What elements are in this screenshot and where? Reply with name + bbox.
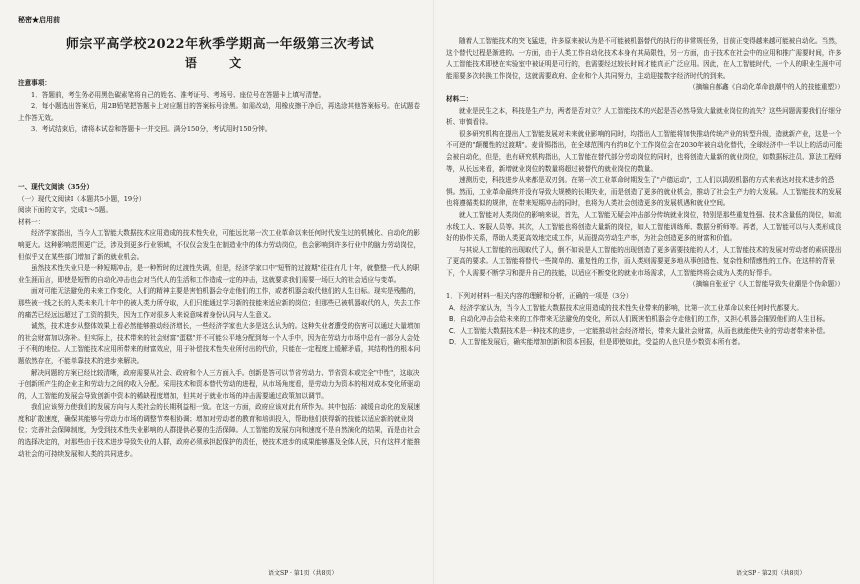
note-item: 3．考试结束后，请将本试卷和答题卡一并交回。满分150分，考试用时150分钟。	[31, 125, 272, 134]
page-fold	[433, 0, 434, 584]
notes-heading: 注意事项：	[18, 79, 51, 87]
notes-block	[18, 78, 422, 136]
right-content	[446, 36, 844, 349]
left-page	[18, 0, 422, 584]
paragraph: 很多研究机构在提出人工智能发展对未来就业影响的同时，均指出人工智能将加快推动传统产业的转型升级，造就新产业，这是一个不可逆的"颠覆性的过渡期"。麦肯锡指出，在全球范围内有约8亿个工作岗位会在2030年被自动化替代，全球经济中一半以上的活动可能会被自动化，但是，也有研究机构指出，人工智能在替代部分劳动岗位的同时，也将创造大量新的就业岗位，如数据标注员、算法工程师等，从长远来看，新增就业岗位的数量将超过被替代的就业岗位的数量。	[446, 129, 843, 173]
source-citation: （摘编自郝鑫《自动化革命浪潮中的人的技能重塑》）	[689, 83, 844, 92]
subsection-heading: （一）现代文阅读Ⅰ（本题共5小题，19分）	[18, 194, 146, 203]
question-1: 1．下列对材料一相关内容的理解和分析，正确的一项是（3分）	[446, 292, 633, 301]
exam-title: 师宗平高学校2022年秋季学期高一年级第三次考试	[65, 37, 375, 52]
option-c: C．人工智能大数据技术是一种技术的进步，一定能推动社会经济增长，带来大量社会财富，从而也就能使失业的劳动者带来补偿。	[449, 326, 830, 335]
paragraph: 随着人工智能技术的突飞猛进，许多原来被认为是不可能被机器替代的执行的非常规任务，目前正变得越来越可能被自动化。当然，这个替代过程是渐进的。一方面，由于人类工作自动化技术本身有其局限性，另一方面，由于技术在社会中的应用和推广需要时间，许多人工智能技术即使在实验室中被证明是可行的，也需要经过较长时间才能真正广泛应用。因此，在人工智能时代，一个人的职业生涯中可能需要多次转换工作岗位，这就需要政府、企业和个人共同努力，主动迎接数字经济时代的到来。	[446, 37, 842, 80]
source-citation: （摘编自张亚宁《人工智能导致失业潮是个伪命题》）	[689, 280, 844, 289]
option-b: B．自动化冲击会给未来的工作带来无法避免的变化，所以人们既害怕机器会夺走他们的工作，又担心机器会摧毁他们的人生目标。	[449, 315, 830, 324]
paragraph: 面对可能无法避免的未来工作变化，人们的精神主要是害怕机器会夺走他们的工作，或者机器会取代他们的人生目标。现实是残酷的，那些被一线之长的人类未来几十年中的被人类力所夺取，人们只能通过学习新的技能来适应新的岗位；但那些已被机器取代的人，失去工作的痛苦已经远远超过了工资的损失，因为工作对很多人来说意味着身份认同与人生意义。	[18, 287, 421, 319]
material-label: 材料一：	[18, 217, 45, 226]
paragraph: 与其说人工智能的出现取代了人，倒不如说是人工智能的出现创造了更多需要技能的人才，人工智能技术的发展对劳动者的素质提出了更高的要求。人工智能将替代一些简单的、重复性的工作，而人类则需要更多地从事创造性、复杂性和情感性的工作。在这样的背景下，个人需要不断学习和提升自己的技能，以适应不断变化的就业市场需求，人工智能终将会成为人类的好帮手。	[446, 245, 842, 277]
paragraph: 诚然，技术进步从整体效果上看必然能够推动经济增长，一些经济学家也大多是这么认为的。这种失业者遭受的伤害可以通过大量增加的社会财富加以弥补。但实际上，技术带来的社会财富"蛋糕"并不可能公平地分配到每一个人手中，因为在劳动力市场中总有一部分人会处于不利的地位。人工智能技术应用所带来的财富效应，用于补偿技术性失业所付出的代价，只能在一定程度上缓解矛盾，其结构性的根本问题依然存在，不能单靠技术的进步来解决。	[18, 322, 421, 365]
subject-title: 语 文	[184, 56, 256, 70]
material-label: 材料二：	[446, 94, 473, 103]
reading-instruction: 阅读下面的文字，完成1～5题。	[18, 206, 113, 215]
secret-mark: 秘密★启用前	[18, 15, 60, 24]
option-a: A．经济学家认为，当今人工智能大数据技术应用造成的技术性失业带来的影响，比第一次工业革命以来任何时代都要大。	[449, 303, 803, 312]
paragraph: 就业是民生之本，科技是生产力，两者是否对立？人工智能技术的兴起是否必然导致大量就业岗位的流失？这些问题需要我们仔细分析、审慎看待。	[446, 106, 842, 127]
note-item: 2．每小题选出答案后，用2B铅笔把答题卡上对应题目的答案标号涂黑。如需改动，用橡皮擦干净后，再选涂其他答案标号。在试题卷上作答无效。	[18, 102, 421, 122]
paragraph: 速测历史，科技进步从来都是双刃剑。在第一次工业革命时期发生了"卢德运动"，工人们以捣毁机器的方式来表达对技术进步的恐惧。然而，工业革命最终并没有导致大规模的长期失业，而是创造了更多的就业机会，推动了社会生产力的大发展。人工智能技术的发展也将遵循类似的规律，在带来短期冲击的同时，也将为人类社会创造更多的发展机遇和就业空间。	[446, 176, 842, 208]
paragraph: 解决问题的方案已经比较清晰，政府需要从社会、政府和个人三方面入手。创新是答可以节省劳动力、节省资本或完全"中性"，这取决于创新所产生的企业主和劳动力之间的收入分配。采用技术和资本替代劳动的进程，从市场角度看，是劳动力为资本的相对成本变化所驱动的，人工智能的发展会导致创新中资本的稀缺程度增加，但其对于就业市场的冲击需要通过政策加以调节。	[18, 368, 421, 400]
page-footer-right: 语文SP · 第2页（共8页）	[736, 570, 806, 578]
section-heading: 一、现代文阅读（35分）	[18, 183, 94, 191]
paragraph: 经济学家指出，当今人工智能大数据技术应用造成的技术性失业，可能远比第一次工业革命以来任何时代发生过的机械化、自动化的影响更大。这种影响范围更广泛，涉及到更多行业领域，不仅仅会发生在制造业中的体力劳动岗位，也会影响到许多行业中的脑力劳动岗位，但似乎又在某些部门增加了新的就业机会。	[18, 229, 421, 261]
option-d: D．人工智能发展后，确实能增加创新和资本回报，但是即使如此，受益的人也只是少数资本所有者。	[449, 338, 745, 347]
paragraph: 我们应该努力使我们的发展方向与人类社会的长期利益相一致。在这一方面，政府应该对此有所作为。其中包括：减缓自动化的发展速度和扩散速度，确保其能够与劳动力市场的调整节奏相协调；增加对劳动者的教育和培训投入，帮助他们获得新的技能以适应新的就业岗位；完善社会保障制度，为受到技术性失业影响的人群提供必要的生活保障。人工智能的发展方向和速度不是自然演化的结果，而是由社会的选择决定的，对那些由于技术进步导致失业的人群，政府必须承担起保护的责任，使技术进步的成果能够惠及全体人民，只有这样才能推动社会的可持续发展和人类的共同进步。	[18, 403, 421, 458]
paragraph: 就人工智能对人类岗位的影响来说，首先，人工智能无疑会冲击部分传统就业岗位，特别是那些重复性强、技术含量低的岗位，如流水线工人、客服人员等。其次，人工智能也将创造大量新的岗位，如人工智能训练师、数据分析师等。再者，人工智能可以与人类形成良好的协作关系，帮助人类更高效地完成工作，从而提高劳动生产率，为社会创造更多的财富和价值。	[446, 210, 842, 243]
paragraph: 虽然技术性失业只是一种短期冲击，是一种暂时的过渡性失调，但是，经济学家口中"短暂的过渡期"往往有几十年，就整整一代人的职业生涯而言，即使是短暂的自动化冲击也会对当代人的生活和工作造成一定的冲击，这就要求我们需要一场巨大的社会适应与变革。	[18, 264, 420, 284]
page-footer-left: 语文SP · 第1页（共8页）	[268, 570, 338, 578]
note-item: 1．答题前，考生务必用黑色碳素笔将自己的姓名、准考证号、考场号、座位号在答题卡上填写清楚。	[31, 90, 326, 99]
right-page	[446, 0, 844, 584]
section-reading	[18, 182, 422, 460]
